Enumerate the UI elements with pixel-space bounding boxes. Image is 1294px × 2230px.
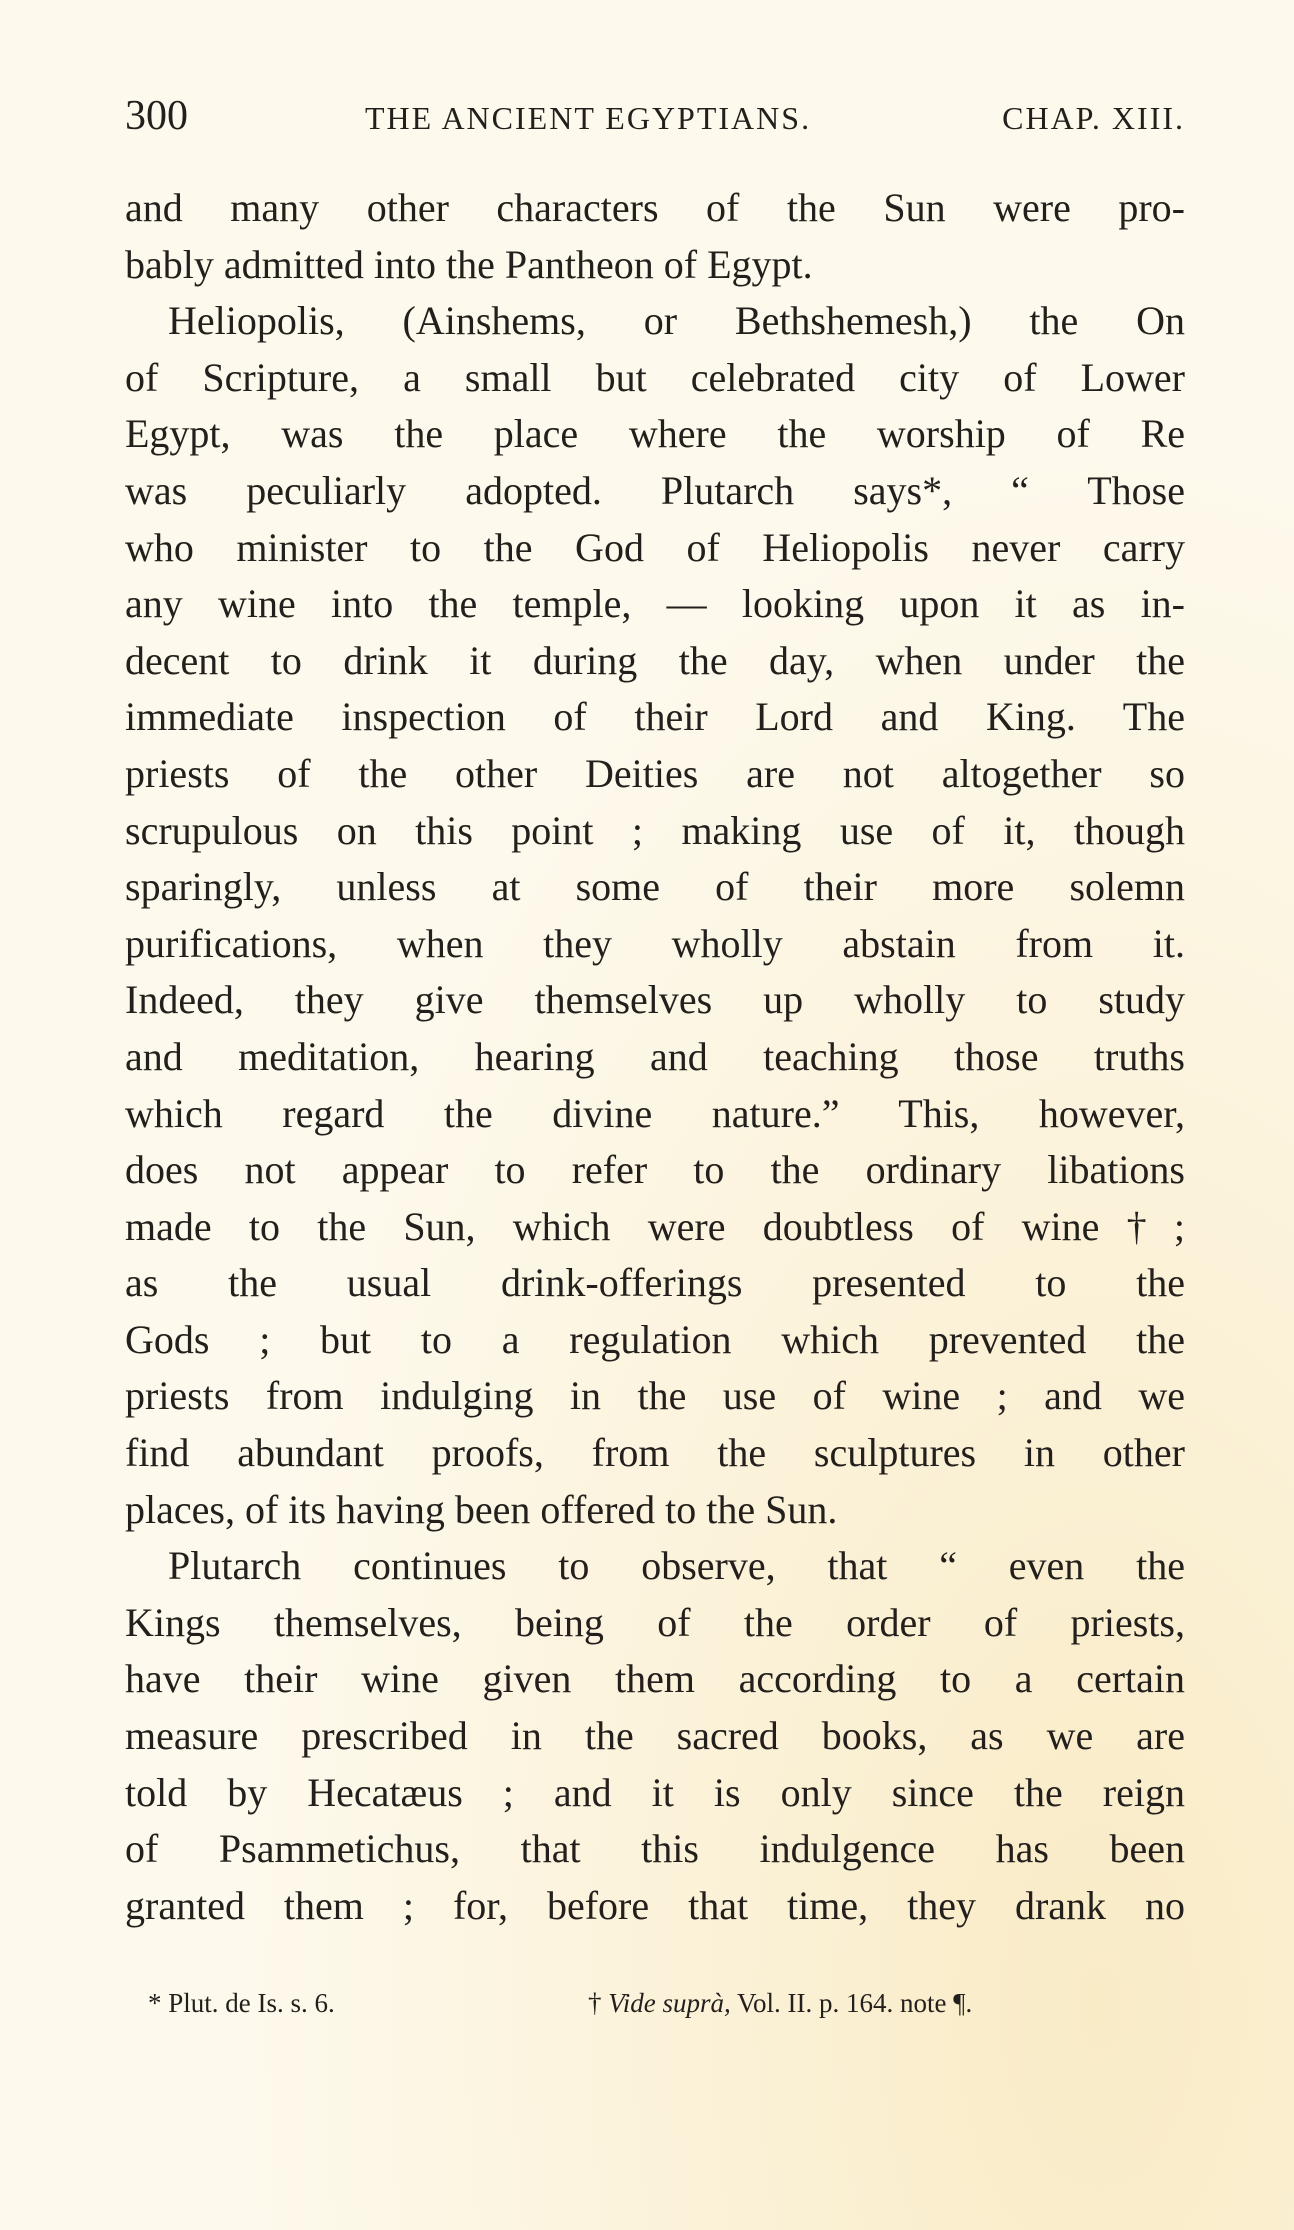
footnotes [148,1988,1173,2028]
text-line: Gods ; but to a regulation which prevented the [125,1316,1185,1362]
text-line: decent to drink it during the day, when under the [125,637,1185,683]
text-line: priests from indulging in the use of wine ; and we [125,1373,1185,1419]
book-title: THE ANCIENT EGYPTIANS. [365,100,812,136]
text-line: granted them ; for, before that time, they drank no [125,1882,1185,1928]
text-line: purifications, when they wholly abstain from it. [125,920,1185,966]
text-line: Plutarch continues to observe, that “ even the [168,1543,1185,1589]
text-line: of Psammetichus, that this indulgence has been [125,1826,1185,1872]
chapter-label: CHAP. XIII. [1002,100,1185,136]
text-line: and meditation, hearing and teaching those truths [125,1033,1185,1079]
footnote-2-italic: Vide suprà, [608,1988,731,2018]
footnote-2-mark: † [588,1988,602,2018]
text-line: priests of the other Deities are not altogether so [125,750,1185,796]
text-line: find abundant proofs, from the sculptures in other [125,1430,1185,1476]
text-line: which regard the divine nature.” This, however, [125,1090,1185,1136]
footnote-2 [588,1988,972,2019]
body-text [125,180,1185,1934]
text-line: sparingly, unless at some of their more solemn [125,864,1185,910]
text-line: Egypt, was the place where the worship of Re [125,411,1185,457]
text-line: scrupulous on this point ; making use of it, though [125,807,1185,853]
page-number: 300 [125,93,188,139]
running-head [125,92,1185,142]
text-line: places, of its having been offered to the Sun. [125,1486,838,1532]
text-line: made to the Sun, which were doubtless of wine†; [125,1203,1185,1249]
text-line: Kings themselves, being of the order of priests, [125,1599,1185,1645]
text-line: who minister to the God of Heliopolis never carry [125,524,1185,570]
text-line: immediate inspection of their Lord and King. The [125,694,1185,740]
text-line: told by Hecatæus ; and it is only since the reign [125,1769,1185,1815]
text-line: as the usual drink-offerings presented to the [125,1260,1185,1306]
text-line: does not appear to refer to the ordinary libations [125,1147,1185,1193]
text-line: of Scripture, a small but celebrated city of Lower [125,354,1185,400]
text-line: any wine into the temple, — looking upon it as in- [125,581,1185,627]
text-line: Indeed, they give themselves up wholly to study [125,977,1185,1023]
footnote-2-text: Vol. II. p. 164. note ¶. [737,1988,973,2018]
text-line: have their wine given them according to a certain [125,1656,1185,1702]
text-line: measure prescribed in the sacred books, as we are [125,1713,1185,1759]
footnote-1: * Plut. de Is. s. 6. [148,1988,335,2018]
text-line: and many other characters of the Sun were pro- [125,185,1185,230]
text-line: Heliopolis, (Ainshems, or Bethshemesh,) the On [168,298,1185,344]
text-line: was peculiarly adopted. Plutarch says*, “ Those [125,467,1185,513]
text-line: bably admitted into the Pantheon of Egypt. [125,241,813,287]
